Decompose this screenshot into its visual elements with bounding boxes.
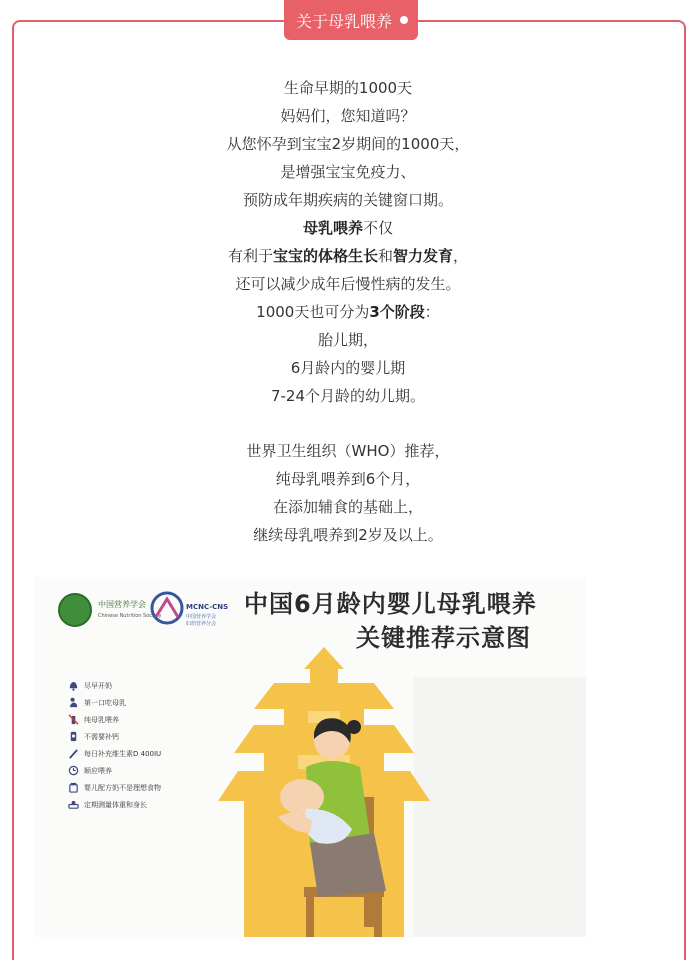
section-tab-label: 关于母乳喂养 [295,11,392,31]
figure-title-line1: 中国6月龄内婴儿母乳喂养 [244,590,537,618]
paragraph-gap [0,410,696,437]
mother-feeding-illustration [214,647,586,937]
scale-icon [68,799,79,810]
intro-line: 妈妈们，您知道吗？ [280,107,416,125]
legend-item: 第一口吃母乳 [68,694,218,711]
clock-baby-icon [68,765,79,776]
mother-baby-icon [68,697,79,708]
recommendation-legend [68,677,218,813]
legend-item: 每日补充维生素D 400IU [68,745,218,762]
breastfeeding-infographic [34,577,586,937]
intro-line: 7-24个月龄的幼儿期。 [270,387,426,405]
intro-line: 生命早期的1000天 [283,79,413,97]
figure-title-line2: 关键推荐示意图 [356,624,531,652]
figure-title [244,587,564,655]
who-line: 世界卫生组织（WHO）推荐， [246,442,450,460]
bold-phrase: 宝宝的体格生长 [272,247,378,265]
mcnc-mark-icon [150,591,184,625]
intro-line: 6月龄内的婴儿期 [290,359,406,377]
intro-line: 预防成年期疾病的关键窗口期。 [242,191,453,209]
who-line: 纯母乳喂养到6个月， [275,470,421,488]
who-line: 在添加辅食的基础上， [272,498,423,516]
mcnc-logo-cn1: 中国营养学会 [186,614,217,620]
intro-line: 1000天也可分为3个阶段： [256,303,440,321]
legend-item: 纯母乳喂养 [68,711,218,728]
bold-phrase: 智力发育 [393,247,454,265]
legend-item: 婴儿配方奶不是理想食物 [68,779,218,796]
intro-line: 胎儿期， [317,331,378,349]
cns-logo-cn: 中国营养学会 [98,600,146,609]
cns-seal-icon [58,593,92,627]
formula-icon [68,782,79,793]
intro-line: 还可以减少成年后慢性病的发生。 [235,275,461,293]
mcnc-logo-en: MCNC-CNS [186,603,229,611]
dropper-icon [68,748,79,759]
bold-phrase: 母乳喂养 [302,219,363,237]
legend-item: 定期测量体重和身长 [68,796,218,813]
intro-line: 是增强宝宝免疫力、 [280,163,416,181]
legend-item: 顺应喂养 [68,762,218,779]
legend-item: 尽早开奶 [68,677,218,694]
bell-icon [68,680,79,691]
calcium-icon [68,731,79,742]
legend-item: 不需要补钙 [68,728,218,745]
intro-line: 从您怀孕到宝宝2岁期间的1000天， [226,135,470,153]
intro-line: 母乳喂养不仅 [302,219,394,237]
section-tab [284,0,418,40]
tab-dot-icon [400,16,408,24]
who-line: 继续母乳喂养到2岁及以上。 [253,526,443,544]
intro-line: 有利于宝宝的体格生长和智力发育， [227,247,469,265]
bold-phrase: 3个阶段 [369,303,425,321]
intro-text [0,74,696,549]
mcnc-logo-cn2: 妇幼营养分会 [186,621,217,627]
cns-logo-en: Chinese Nutrition Society [98,613,162,619]
no-bottle-icon [68,714,79,725]
